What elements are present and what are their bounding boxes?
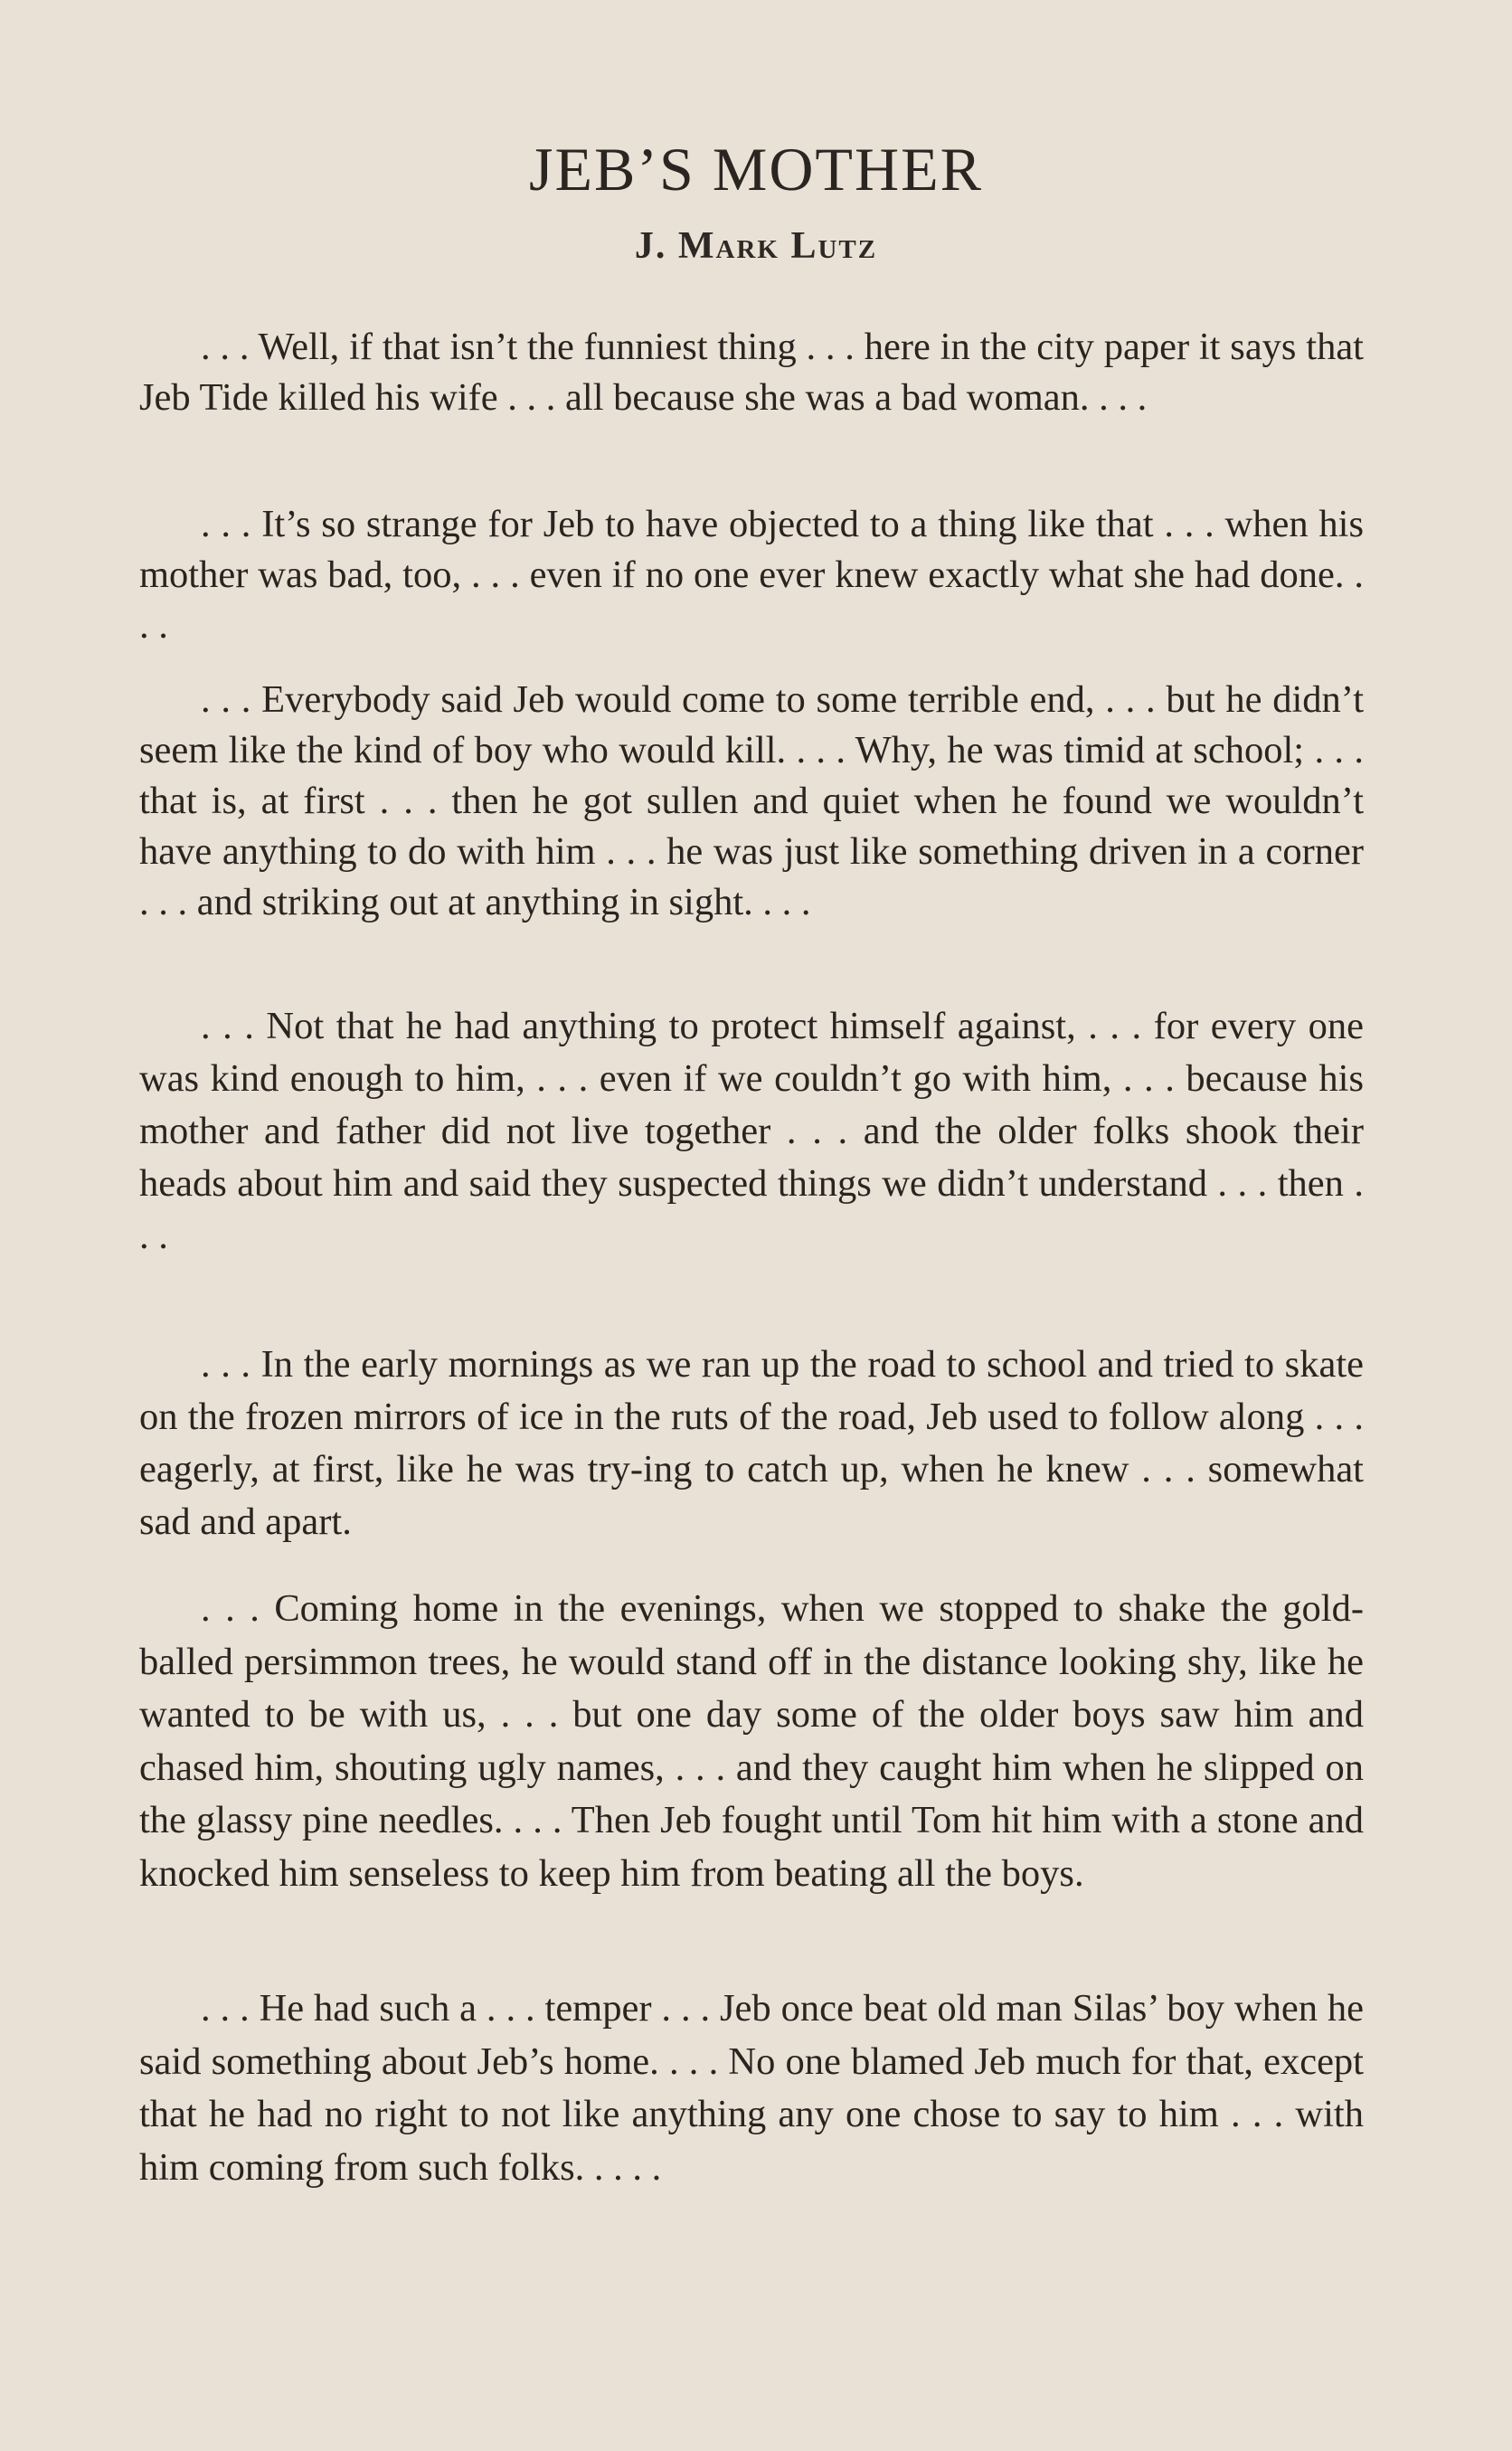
paragraph-7: . . . He had such a . . . temper . . . Jeb once beat old man Silas’ boy when he said something about Jeb’s home. . . . No one blamed Jeb much for that, except that he had no right to not like anything any one chose to say to him . . . with him coming from such folks. . . . . [139,1987,1364,2189]
story-title: JEB’S MOTHER [529,135,983,203]
paragraph-4: . . . Not that he had anything to protect himself against, . . . for every one was kind enough to him, . . . even if we couldn’t go with him, . . . because his mother and father did not live together . . . and the older folks shook their heads about him and said they suspected things we didn’t understand . . . then . . . [139,1005,1364,1257]
paragraph-1: . . . Well, if that isn’t the funniest thing . . . here in the city paper it says that Jeb Tide killed his wife . . . all because she was a bad woman. . . . [139,326,1364,419]
paragraph-3: . . . Everybody said Jeb would come to some terrible end, . . . but he didn’t seem like the kind of boy who would kill. . . . Why, he was timid at school; . . . that is, at first . . . then he got sullen and quiet when he found we wouldn’t have anything to do with him . . . he was just like something driven in a corner . . . and striking out at anything in sight. . . . [139,678,1364,923]
author-byline: J. Mark Lutz [634,225,878,267]
paragraph-6: . . . Coming home in the evenings, when we stopped to shake the gold-balled persimmon trees, he would stand off in the distance looking shy, like he wanted to be with us, . . . but one day some of the older boys saw him and chased him, shouting ugly names, . . . and they caught him when he slipped on the glassy pine needles. . . . Then Jeb fought until Tom hit him with a stone and knocked him senseless to keep him from beating all the boys. [139,1587,1364,1895]
paragraph-5: . . . In the early mornings as we ran up the road to school and tried to skate on the frozen mirrors of ice in the ruts of the road, Jeb used to follow along . . . eagerly, at first, like he was try-ing to catch up, when he knew . . . somewhat sad and apart. [139,1343,1364,1543]
paragraph-2: . . . It’s so strange for Jeb to have objected to a thing like that . . . when his mother was bad, too, . . . even if no one ever knew exactly what she had done. . . . [139,503,1364,647]
